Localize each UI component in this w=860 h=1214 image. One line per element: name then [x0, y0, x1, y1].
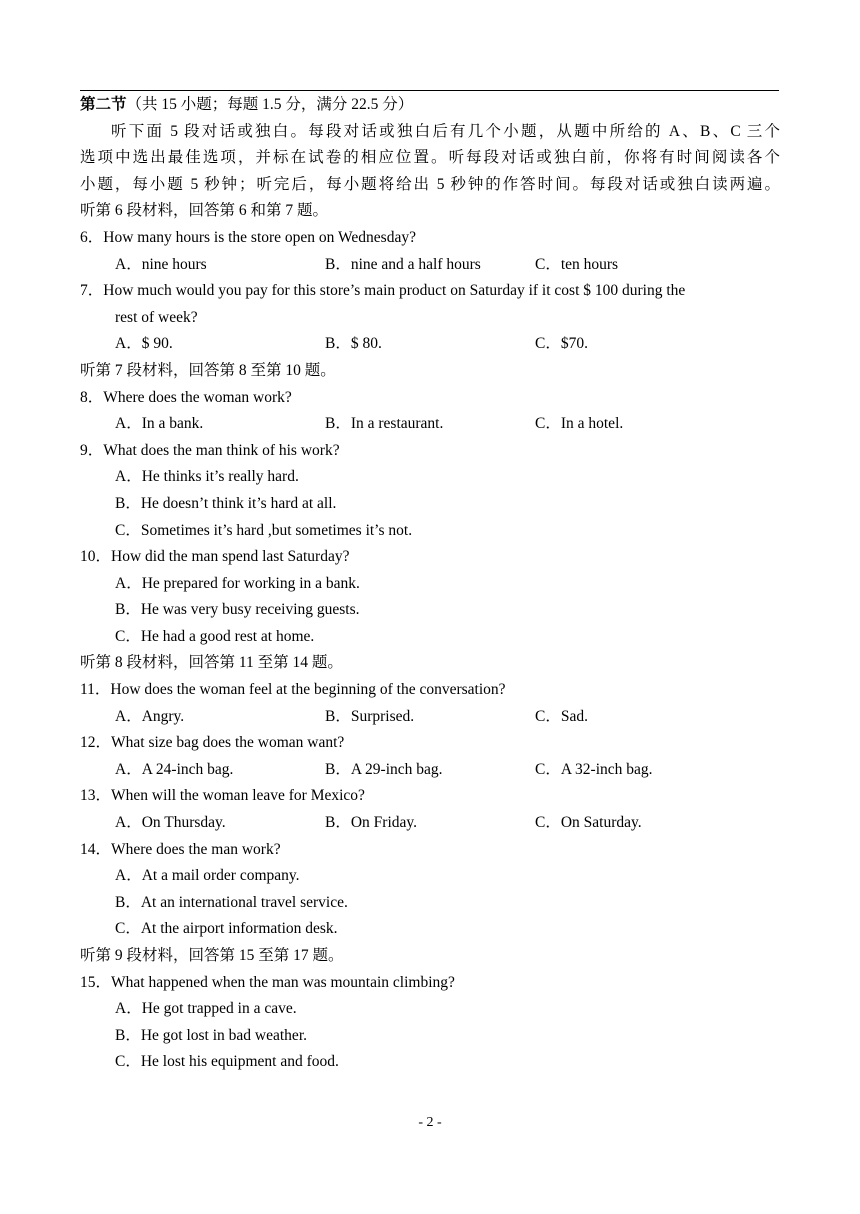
- question-9-option-c[interactable]: C．Sometimes it’s hard ,but sometimes it’s not.: [115, 521, 413, 539]
- exam-content: [80, 92, 782, 1076]
- question-15-stem: 15．What happened when the man was mountain climbing?: [80, 973, 455, 991]
- question-7-option-c[interactable]: C．$70.: [535, 335, 588, 353]
- header-rule: [80, 90, 779, 91]
- question-10-option-a[interactable]: A．He prepared for working in a bank.: [115, 574, 360, 592]
- question-10-option-c[interactable]: C．He had a good rest at home.: [115, 627, 315, 645]
- question-6-options: [80, 252, 782, 279]
- question-15-option-b[interactable]: B．He got lost in bad weather.: [115, 1026, 307, 1044]
- question-6-option-c[interactable]: C．ten hours: [535, 255, 619, 273]
- question-12-stem: 12．What size bag does the woman want?: [80, 734, 345, 752]
- intro-line-3: 小题，每小题 5 秒钟；听完后，每小题将给出 5 秒钟的作答时间。每段对话或独白读两遍。: [80, 175, 780, 193]
- question-11-option-a[interactable]: A．Angry.: [115, 707, 185, 725]
- segment-6-instruction: 听第 6 段材料，回答第 6 和第 7 题。: [80, 202, 329, 220]
- question-8-stem: 8．Where does the woman work?: [80, 388, 292, 406]
- question-9-option-a[interactable]: A．He thinks it’s really hard.: [115, 468, 299, 486]
- section-heading: [80, 92, 782, 119]
- question-8-option-a[interactable]: A．In a bank.: [115, 415, 204, 433]
- question-12-option-b[interactable]: B．A 29-inch bag.: [325, 760, 443, 778]
- question-6-stem: 6．How many hours is the store open on Wednesday?: [80, 228, 416, 246]
- question-8-option-b[interactable]: B．In a restaurant.: [325, 415, 444, 433]
- question-12-options: [80, 757, 782, 784]
- question-6-option-b[interactable]: B．nine and a half hours: [325, 255, 481, 273]
- question-13-options: [80, 810, 782, 837]
- question-7-option-b[interactable]: B．$ 80.: [325, 335, 382, 353]
- question-10-stem: 10．How did the man spend last Saturday?: [80, 548, 350, 566]
- intro-line-2: 选项中选出最佳选项，并标在试卷的相应位置。听每段对话或独白前，你将有时间阅读各个: [80, 149, 780, 167]
- question-14-option-a[interactable]: A．At a mail order company.: [115, 867, 300, 885]
- question-11-option-c[interactable]: C．Sad.: [535, 707, 588, 725]
- question-9-option-b[interactable]: B．He doesn’t think it’s hard at all.: [115, 494, 337, 512]
- question-14-option-b[interactable]: B．At an international travel service.: [115, 893, 348, 911]
- section-title: 第二节: [80, 96, 127, 113]
- question-8-options: [80, 411, 782, 438]
- question-14-stem: 14．Where does the man work?: [80, 840, 281, 858]
- question-8-option-c[interactable]: C．In a hotel.: [535, 415, 624, 433]
- question-9-stem: 9．What does the man think of his work?: [80, 441, 340, 459]
- question-13-stem: 13．When will the woman leave for Mexico?: [80, 787, 365, 805]
- question-6-option-a[interactable]: A．nine hours: [115, 255, 207, 273]
- question-12-option-a[interactable]: A．A 24-inch bag.: [115, 760, 234, 778]
- question-11-options: [80, 704, 782, 731]
- question-11-option-b[interactable]: B．Surprised.: [325, 707, 415, 725]
- segment-7-instruction: 听第 7 段材料，回答第 8 至第 10 题。: [80, 361, 336, 379]
- question-11-stem: 11．How does the woman feel at the beginning of the conversation?: [80, 681, 506, 699]
- segment-8-instruction: 听第 8 段材料，回答第 11 至第 14 题。: [80, 654, 343, 672]
- section-subtitle: （共 15 小题；每题 1.5 分，满分 22.5 分）: [126, 96, 414, 113]
- question-7-option-a[interactable]: A．$ 90.: [115, 335, 173, 353]
- segment-9-instruction: 听第 9 段材料，回答第 15 至第 17 题。: [80, 947, 344, 964]
- question-15-option-a[interactable]: A．He got trapped in a cave.: [115, 1000, 297, 1018]
- question-7-stem: 7．How much would you pay for this store’s main product on Saturday if it cost $ 100 during the: [80, 282, 686, 300]
- question-13-option-b[interactable]: B．On Friday.: [325, 814, 417, 832]
- page-number: - 2 -: [418, 1115, 442, 1130]
- question-13-option-c[interactable]: C．On Saturday.: [535, 814, 642, 832]
- intro-line-1: 听下面 5 段对话或独白。每段对话或独白后有几个小题，从题中所给的 A、B、C 三个: [111, 122, 780, 140]
- question-10-option-b[interactable]: B．He was very busy receiving guests.: [115, 601, 360, 619]
- question-7-options: [80, 331, 782, 358]
- question-14-option-c[interactable]: C．At the airport information desk.: [115, 920, 338, 938]
- question-15-option-c[interactable]: C．He lost his equipment and food.: [115, 1053, 339, 1071]
- question-12-option-c[interactable]: C．A 32-inch bag.: [535, 760, 653, 778]
- question-7-stem-continued: rest of week?: [115, 308, 198, 326]
- question-13-option-a[interactable]: A．On Thursday.: [115, 814, 226, 832]
